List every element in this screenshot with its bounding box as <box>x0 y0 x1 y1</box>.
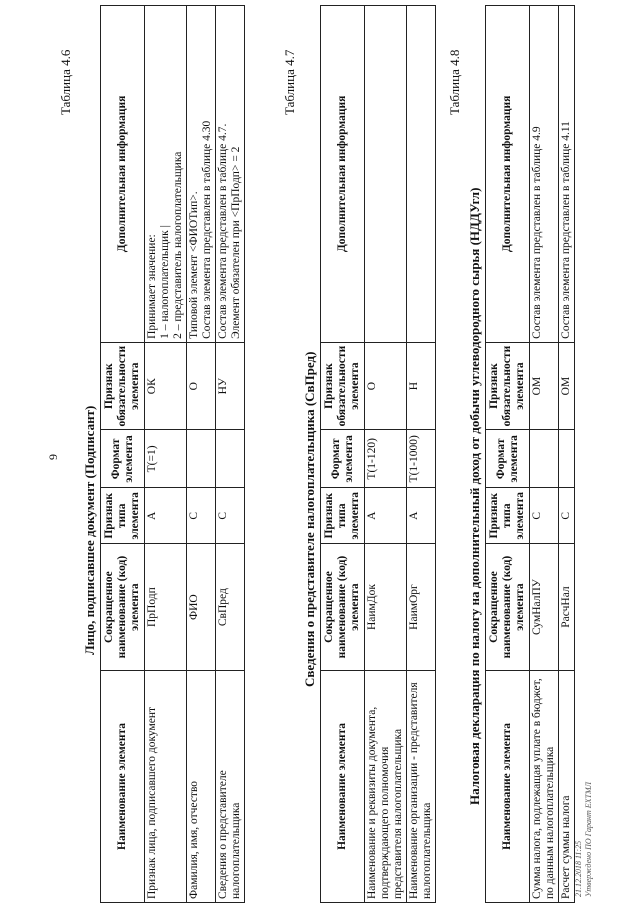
cell-required: О <box>187 342 216 430</box>
col-header-name: Наименование элемента <box>321 670 365 902</box>
cell-required: О <box>365 342 407 430</box>
col-header-info: Дополнительная информация <box>486 6 530 343</box>
table-row <box>145 6 187 903</box>
cell-type: С <box>216 488 245 544</box>
cell-format <box>559 430 575 488</box>
col-header-required: Признак обязательности элемента <box>101 342 145 430</box>
cell-format: T(=1) <box>145 430 187 488</box>
cell-code: ПрПодп <box>145 544 187 671</box>
document-stamp <box>574 782 594 897</box>
cell-name: Наименование организации - представителя налогоплательщика <box>407 670 436 902</box>
cell-name: Сведения о представителе налогоплательщика <box>216 670 245 902</box>
cell-info <box>187 6 216 343</box>
col-header-short: Сокращенное наименование (код) элемента <box>486 544 530 671</box>
info-line: Состав элемента представлен в таблице 4.30 <box>201 120 213 339</box>
cell-format <box>216 430 245 488</box>
col-header-name: Наименование элемента <box>486 670 530 902</box>
table-4-8 <box>485 5 575 903</box>
cell-type: С <box>187 488 216 544</box>
stamp-line: Утверждено ПО Гарант ЕХТМЛ <box>584 781 593 897</box>
col-header-type: Признак типа элемента <box>101 488 145 544</box>
col-header-format: Формат элемента <box>486 430 530 488</box>
cell-required: НУ <box>216 342 245 430</box>
col-header-type: Признак типа элемента <box>321 488 365 544</box>
table-row <box>530 6 559 903</box>
table-title-4-6: Лицо, подписавшее документ (Подписант) <box>82 405 97 655</box>
cell-info <box>530 6 559 343</box>
table-row <box>365 6 407 903</box>
cell-code: СвПред <box>216 544 245 671</box>
cell-type: С <box>530 488 559 544</box>
cell-code: НаимДок <box>365 544 407 671</box>
cell-info <box>145 6 187 343</box>
table-title-4-8: Налоговая декларация по налогу на дополнительный доход от добычи углеводородного сырья (НДДУгл) <box>467 187 482 805</box>
table-label-4-6: Таблица 4.6 <box>58 49 73 115</box>
cell-type: А <box>365 488 407 544</box>
page-number: 9 <box>46 454 60 460</box>
col-header-short: Сокращенное наименование (код) элемента <box>101 544 145 671</box>
info-line: Принимает значение: <box>146 234 158 339</box>
table-4-7 <box>320 5 436 903</box>
table-label-4-7: Таблица 4.7 <box>282 49 297 115</box>
info-line: Состав элемента представлен в таблице 4.11 <box>560 121 572 339</box>
cell-format: T(1-120) <box>365 430 407 488</box>
cell-required: ОК <box>145 342 187 430</box>
cell-name: Фамилия, имя, отчество <box>187 670 216 902</box>
cell-required: Н <box>407 342 436 430</box>
table-title-4-7: Сведения о представителе налогоплательщика (СвПред) <box>302 351 317 687</box>
cell-type: А <box>407 488 436 544</box>
col-header-info: Дополнительная информация <box>101 6 145 343</box>
cell-info <box>407 6 436 343</box>
cell-name: Сумма налога, подлежащая уплате в бюджет, по данным налогоплательщика <box>530 670 559 902</box>
table-4-6 <box>100 5 245 903</box>
info-line: Состав элемента представлен в таблице 4.9 <box>531 126 543 339</box>
stamp-line: 21.12.2018 11:25 <box>574 840 583 897</box>
info-line: Состав элемента представлен в таблице 4.7. <box>217 123 229 339</box>
info-line: Элемент обязателен при <ПрПодп> = 2 <box>230 146 242 339</box>
cell-info <box>365 6 407 343</box>
table-label-4-8: Таблица 4.8 <box>447 49 462 115</box>
col-header-required: Признак обязательности элемента <box>321 342 365 430</box>
info-line: Типовой элемент <ФИОТип>. <box>188 191 200 339</box>
info-line: 2 – представитель налогоплательщика <box>172 151 184 339</box>
col-header-type: Признак типа элемента <box>486 488 530 544</box>
table-row <box>216 6 245 903</box>
cell-required: ОМ <box>530 342 559 430</box>
col-header-format: Формат элемента <box>101 430 145 488</box>
cell-code: СумНалПУ <box>530 544 559 671</box>
cell-code: ФИО <box>187 544 216 671</box>
cell-format <box>187 430 216 488</box>
cell-name: Наименование и реквизиты документа, подтверждающего полномочия представителя налогоплательщика <box>365 670 407 902</box>
cell-format: T(1-1000) <box>407 430 436 488</box>
cell-format <box>530 430 559 488</box>
cell-type: А <box>145 488 187 544</box>
col-header-required: Признак обязательности элемента <box>486 342 530 430</box>
cell-code: НаимОрг <box>407 544 436 671</box>
table-row <box>559 6 575 903</box>
col-header-name: Наименование элемента <box>101 670 145 902</box>
cell-name: Признак лица, подписавшего документ <box>145 670 187 902</box>
col-header-format: Формат элемента <box>321 430 365 488</box>
cell-info <box>216 6 245 343</box>
table-row <box>187 6 216 903</box>
cell-type: С <box>559 488 575 544</box>
cell-code: РасчНал <box>559 544 575 671</box>
col-header-short: Сокращенное наименование (код) элемента <box>321 544 365 671</box>
cell-info <box>559 6 575 343</box>
cell-name: Расчет суммы налога <box>559 670 575 902</box>
col-header-info: Дополнительная информация <box>321 6 365 343</box>
table-row <box>407 6 436 903</box>
cell-required: ОМ <box>559 342 575 430</box>
info-line: 1 – налогоплательщик | <box>159 225 171 339</box>
